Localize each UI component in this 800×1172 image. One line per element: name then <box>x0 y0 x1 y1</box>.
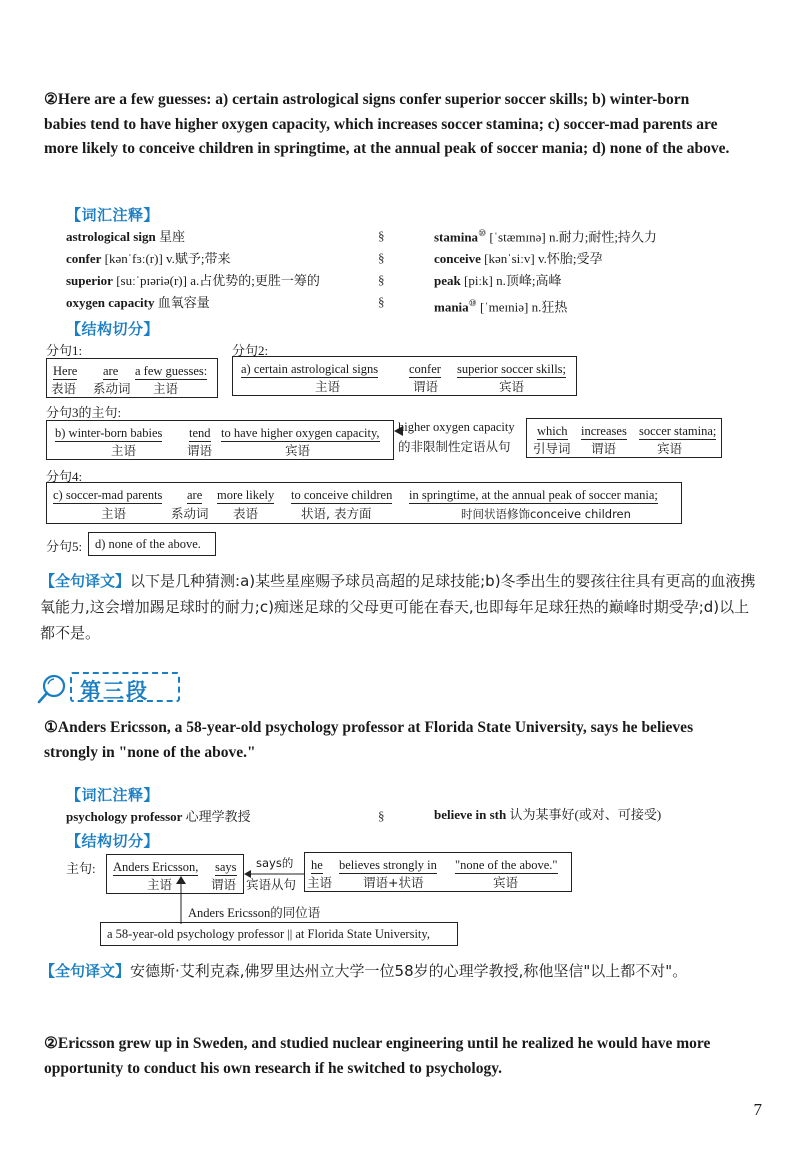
role-label: 表语 <box>233 506 259 521</box>
vocab-item: oxygen capacity 血氧容量 <box>66 295 210 310</box>
word-segment: are <box>187 488 203 502</box>
sentence-text: Ericsson grew up in Sweden, and studied nuclear engineering until he realized he would have more opportunity to conduct his own research if he switched to psychology. <box>44 1035 711 1077</box>
page-number: 7 <box>753 1100 762 1119</box>
vocab-item: mania⑩ [ˈmeɪniə] n.狂热 <box>434 298 568 315</box>
role-label: 宾语 <box>657 441 683 456</box>
role-label: 表语 <box>51 381 77 396</box>
translation-label: 【全句译文】 <box>40 962 131 980</box>
word-segment: increases <box>581 424 627 438</box>
vocab-item: stamina⑩ [ˈstæmɪnə] n.耐力;耐性;持久力 <box>434 228 657 245</box>
translation-1 <box>40 568 760 646</box>
role-label: 谓语 <box>413 379 439 394</box>
role-label: 宾语从句 <box>246 877 297 892</box>
role-label: 状语, 表方面 <box>301 506 372 521</box>
sentence-number: ② <box>44 91 58 108</box>
clause-box <box>232 356 577 396</box>
separator-icon: § <box>378 808 385 823</box>
role-label: 时间状语修饰conceive children <box>461 507 631 521</box>
sentence-number: ① <box>44 719 58 736</box>
paragraph-heading <box>36 668 196 708</box>
sentence-1 <box>44 716 734 765</box>
clause-label: 分句2: <box>232 343 269 358</box>
word-segment: d) none of the above. <box>95 537 201 551</box>
word-segment: says <box>215 860 237 874</box>
role-label: 主语 <box>147 877 173 892</box>
word-segment: a 58-year-old psychology professor || at Florida State University, <box>107 927 430 941</box>
word-segment: which <box>537 424 568 438</box>
vocab-item: believe in sth 认为某事好(或对、可接受) <box>434 807 662 822</box>
vocab-heading: 【词汇注释】 <box>66 786 160 804</box>
sentence-2 <box>44 1032 734 1081</box>
word-segment: a few guesses: <box>135 364 208 378</box>
clause-label: 分句5: <box>46 539 83 554</box>
role-label: 谓语 <box>187 443 213 458</box>
word-segment: more likely <box>217 488 275 502</box>
role-label: 引导词 <box>533 441 571 456</box>
vocab-item: superior [suːˈpɪəriə(r)] a.占优势的;更胜一筹的 <box>66 273 320 288</box>
role-label: says的 <box>256 856 294 870</box>
linked-noun: higher oxygen capacity <box>398 420 515 434</box>
clause-box <box>106 854 244 894</box>
magnifier-icon <box>36 672 70 706</box>
role-label: 谓语 <box>591 441 617 456</box>
arrow-up-icon <box>176 876 186 924</box>
word-segment: b) winter-born babies <box>55 426 163 440</box>
vocab-item: confer [kənˈfɜː(r)] v.赋予;带来 <box>66 251 231 266</box>
word-segment: c) soccer-mad parents <box>53 488 163 502</box>
sentence-2 <box>44 88 734 162</box>
vocab-left-list <box>66 226 320 314</box>
word-segment: he <box>311 858 323 872</box>
clause-label: 分句4: <box>46 469 83 484</box>
role-label: 宾语 <box>285 443 311 458</box>
clause-label: 主句: <box>66 861 96 876</box>
clause-box <box>46 482 682 524</box>
role-label: 主语 <box>111 443 137 458</box>
word-segment: "none of the above." <box>455 858 558 872</box>
object-clause-box <box>304 852 572 892</box>
role-label: 系动词 <box>93 381 131 396</box>
role-label: 宾语 <box>493 875 519 890</box>
sentence-number: ② <box>44 1035 58 1052</box>
clause-box <box>46 420 394 460</box>
word-segment: Here <box>53 364 78 378</box>
vocab-heading: 【词汇注释】 <box>66 206 160 224</box>
role-label: 主语 <box>153 381 179 396</box>
role-label: 主语 <box>307 875 333 890</box>
word-segment: believes strongly in <box>339 858 437 872</box>
word-segment: Anders Ericsson, <box>113 860 199 874</box>
vocab-item: psychology professor 心理学教授 <box>66 809 251 824</box>
struct-heading: 【结构切分】 <box>66 832 160 850</box>
vocab-item: conceive [kənˈsiːv] v.怀胎;受孕 <box>434 251 603 267</box>
vocab-right-list <box>434 222 657 319</box>
word-segment: tend <box>189 426 211 440</box>
paragraph-tag <box>70 672 180 702</box>
struct-heading: 【结构切分】 <box>66 320 160 338</box>
role-label: Anders Ericsson的同位语 <box>188 906 321 920</box>
sentence-text: Anders Ericsson, a 58-year-old psychology professor at Florida State University, says he believes strongly in "none of the above." <box>44 719 694 761</box>
separator-icon: § <box>378 228 385 243</box>
role-label: 主语 <box>101 506 127 521</box>
vocab-item: astrological sign 星座 <box>66 229 185 244</box>
role-label: 宾语 <box>499 379 525 394</box>
role-label: 的非限制性定语从句 <box>398 439 511 454</box>
vocab-item: peak [piːk] n.顶峰;高峰 <box>434 273 562 289</box>
word-segment: soccer stamina; <box>639 424 717 438</box>
separator-icon: § <box>378 294 385 309</box>
role-label: 谓语+状语 <box>363 875 424 890</box>
relative-clause-box <box>526 418 722 458</box>
paragraph-title: 第三段 <box>80 679 149 703</box>
clause-box <box>88 532 216 556</box>
translation-text: 安德斯·艾利克森,佛罗里达州立大学一位58岁的心理学教授,称他坚信"以上都不对"。 <box>130 962 688 980</box>
word-segment: in springtime, at the annual peak of soccer mania; <box>409 488 658 502</box>
translation-label: 【全句译文】 <box>40 572 131 590</box>
sentence-text: Here are a few guesses: a) certain astrological signs confer superior soccer skills; b) winter-born babies tend to have higher oxygen capacity, which increases soccer stamina; c) soccer-mad parents are more likely to conceive children in springtime, at the annual peak of soccer mania; d) none of the above. <box>44 91 730 157</box>
clause-label: 分句3的主句: <box>46 405 122 420</box>
word-segment: superior soccer skills; <box>457 362 567 376</box>
translation-2 <box>40 958 760 984</box>
role-label: 系动词 <box>171 506 209 521</box>
word-segment: are <box>103 364 119 378</box>
word-segment: confer <box>409 362 441 376</box>
translation-text: 以下是几种猜测:a)某些星座赐予球员高超的足球技能;b)冬季出生的婴孩往往具有更高的血液携氧能力,这会增加踢足球时的耐力;c)痴迷足球的父母更可能在春天,也即每年足球狂热的巅峰时期受孕;d)以上都不是。 <box>40 572 756 642</box>
role-label: 谓语 <box>211 877 237 892</box>
role-label: 主语 <box>315 379 341 394</box>
clause-box <box>46 358 218 398</box>
word-segment: to conceive children <box>291 488 393 502</box>
word-segment: to have higher oxygen capacity, <box>221 426 380 440</box>
clause-label: 分句1: <box>46 343 83 358</box>
appositive-box <box>100 922 458 946</box>
word-segment: a) certain astrological signs <box>241 362 379 376</box>
separator-icon: § <box>378 272 385 287</box>
separator-icon: § <box>378 250 385 265</box>
